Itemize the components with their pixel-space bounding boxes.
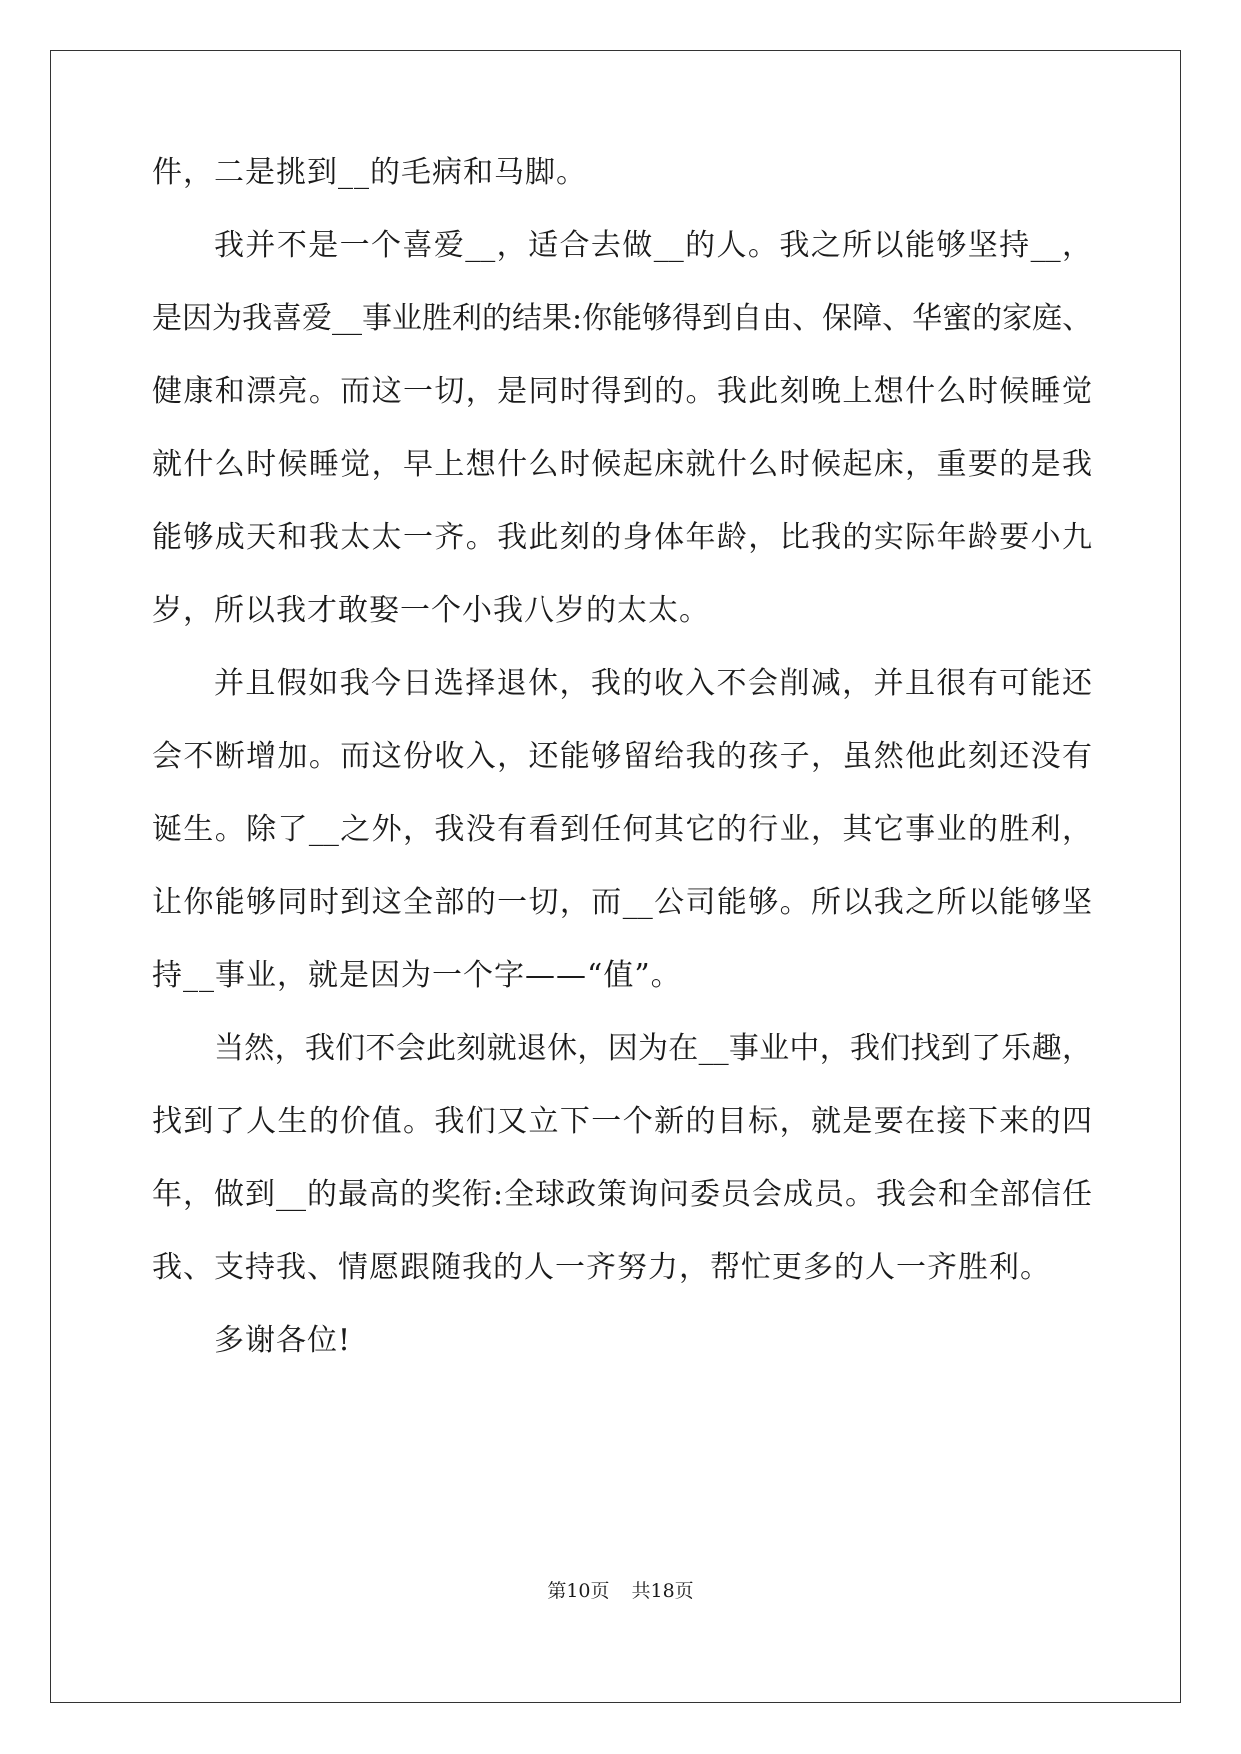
text-line: 岁，所以我才敢娶一个小我八岁的太太。 — [152, 593, 710, 628]
page-footer — [0, 1579, 1241, 1603]
text-line: 我、支持我、情愿跟随我的人一齐努力，帮忙更多的人一齐胜利。 — [152, 1250, 1051, 1285]
closing-line: 多谢各位! — [214, 1323, 352, 1358]
text-line: 诞生。除了__之外，我没有看到任何其它的行业，其它事业的胜利， — [152, 812, 1092, 847]
paragraph-start-line: 我并不是一个喜爱__，适合去做__的人。我之所以能够坚持__， — [214, 228, 1092, 263]
paragraph-start-line: 并且假如我今日选择退休，我的收入不会削减，并且很有可能还 — [214, 666, 1092, 701]
text-line: 件，二是挑到__的毛病和马脚。 — [152, 155, 587, 190]
text-line: 年，做到__的最高的奖衔:全球政策询问委员会成员。我会和全部信任 — [152, 1177, 1092, 1212]
text-line: 健康和漂亮。而这一切，是同时得到的。我此刻晚上想什么时候睡觉 — [152, 374, 1092, 409]
text-line: 就什么时候睡觉，早上想什么时候起床就什么时候起床，重要的是我 — [152, 447, 1092, 482]
text-line: 让你能够同时到这全部的一切，而__公司能够。所以我之所以能够坚 — [152, 885, 1092, 920]
text-line: 是因为我喜爱__事业胜利的结果:你能够得到自由、保障、华蜜的家庭、 — [152, 301, 1093, 336]
text-line: 会不断增加。而这份收入，还能够留给我的孩子，虽然他此刻还没有 — [152, 739, 1092, 774]
page-total: 共18页 — [631, 1580, 694, 1602]
text-line: 持__事业，就是因为一个字——“值”。 — [152, 958, 682, 993]
paragraph-start-line: 当然，我们不会此刻就退休，因为在__事业中，我们找到了乐趣， — [214, 1031, 1092, 1066]
text-line: 找到了人生的价值。我们又立下一个新的目标，就是要在接下来的四 — [152, 1104, 1092, 1139]
text-line: 能够成天和我太太一齐。我此刻的身体年龄，比我的实际年龄要小九 — [152, 520, 1092, 555]
page-number: 第10页 — [547, 1580, 610, 1602]
page-border — [50, 50, 1181, 1703]
